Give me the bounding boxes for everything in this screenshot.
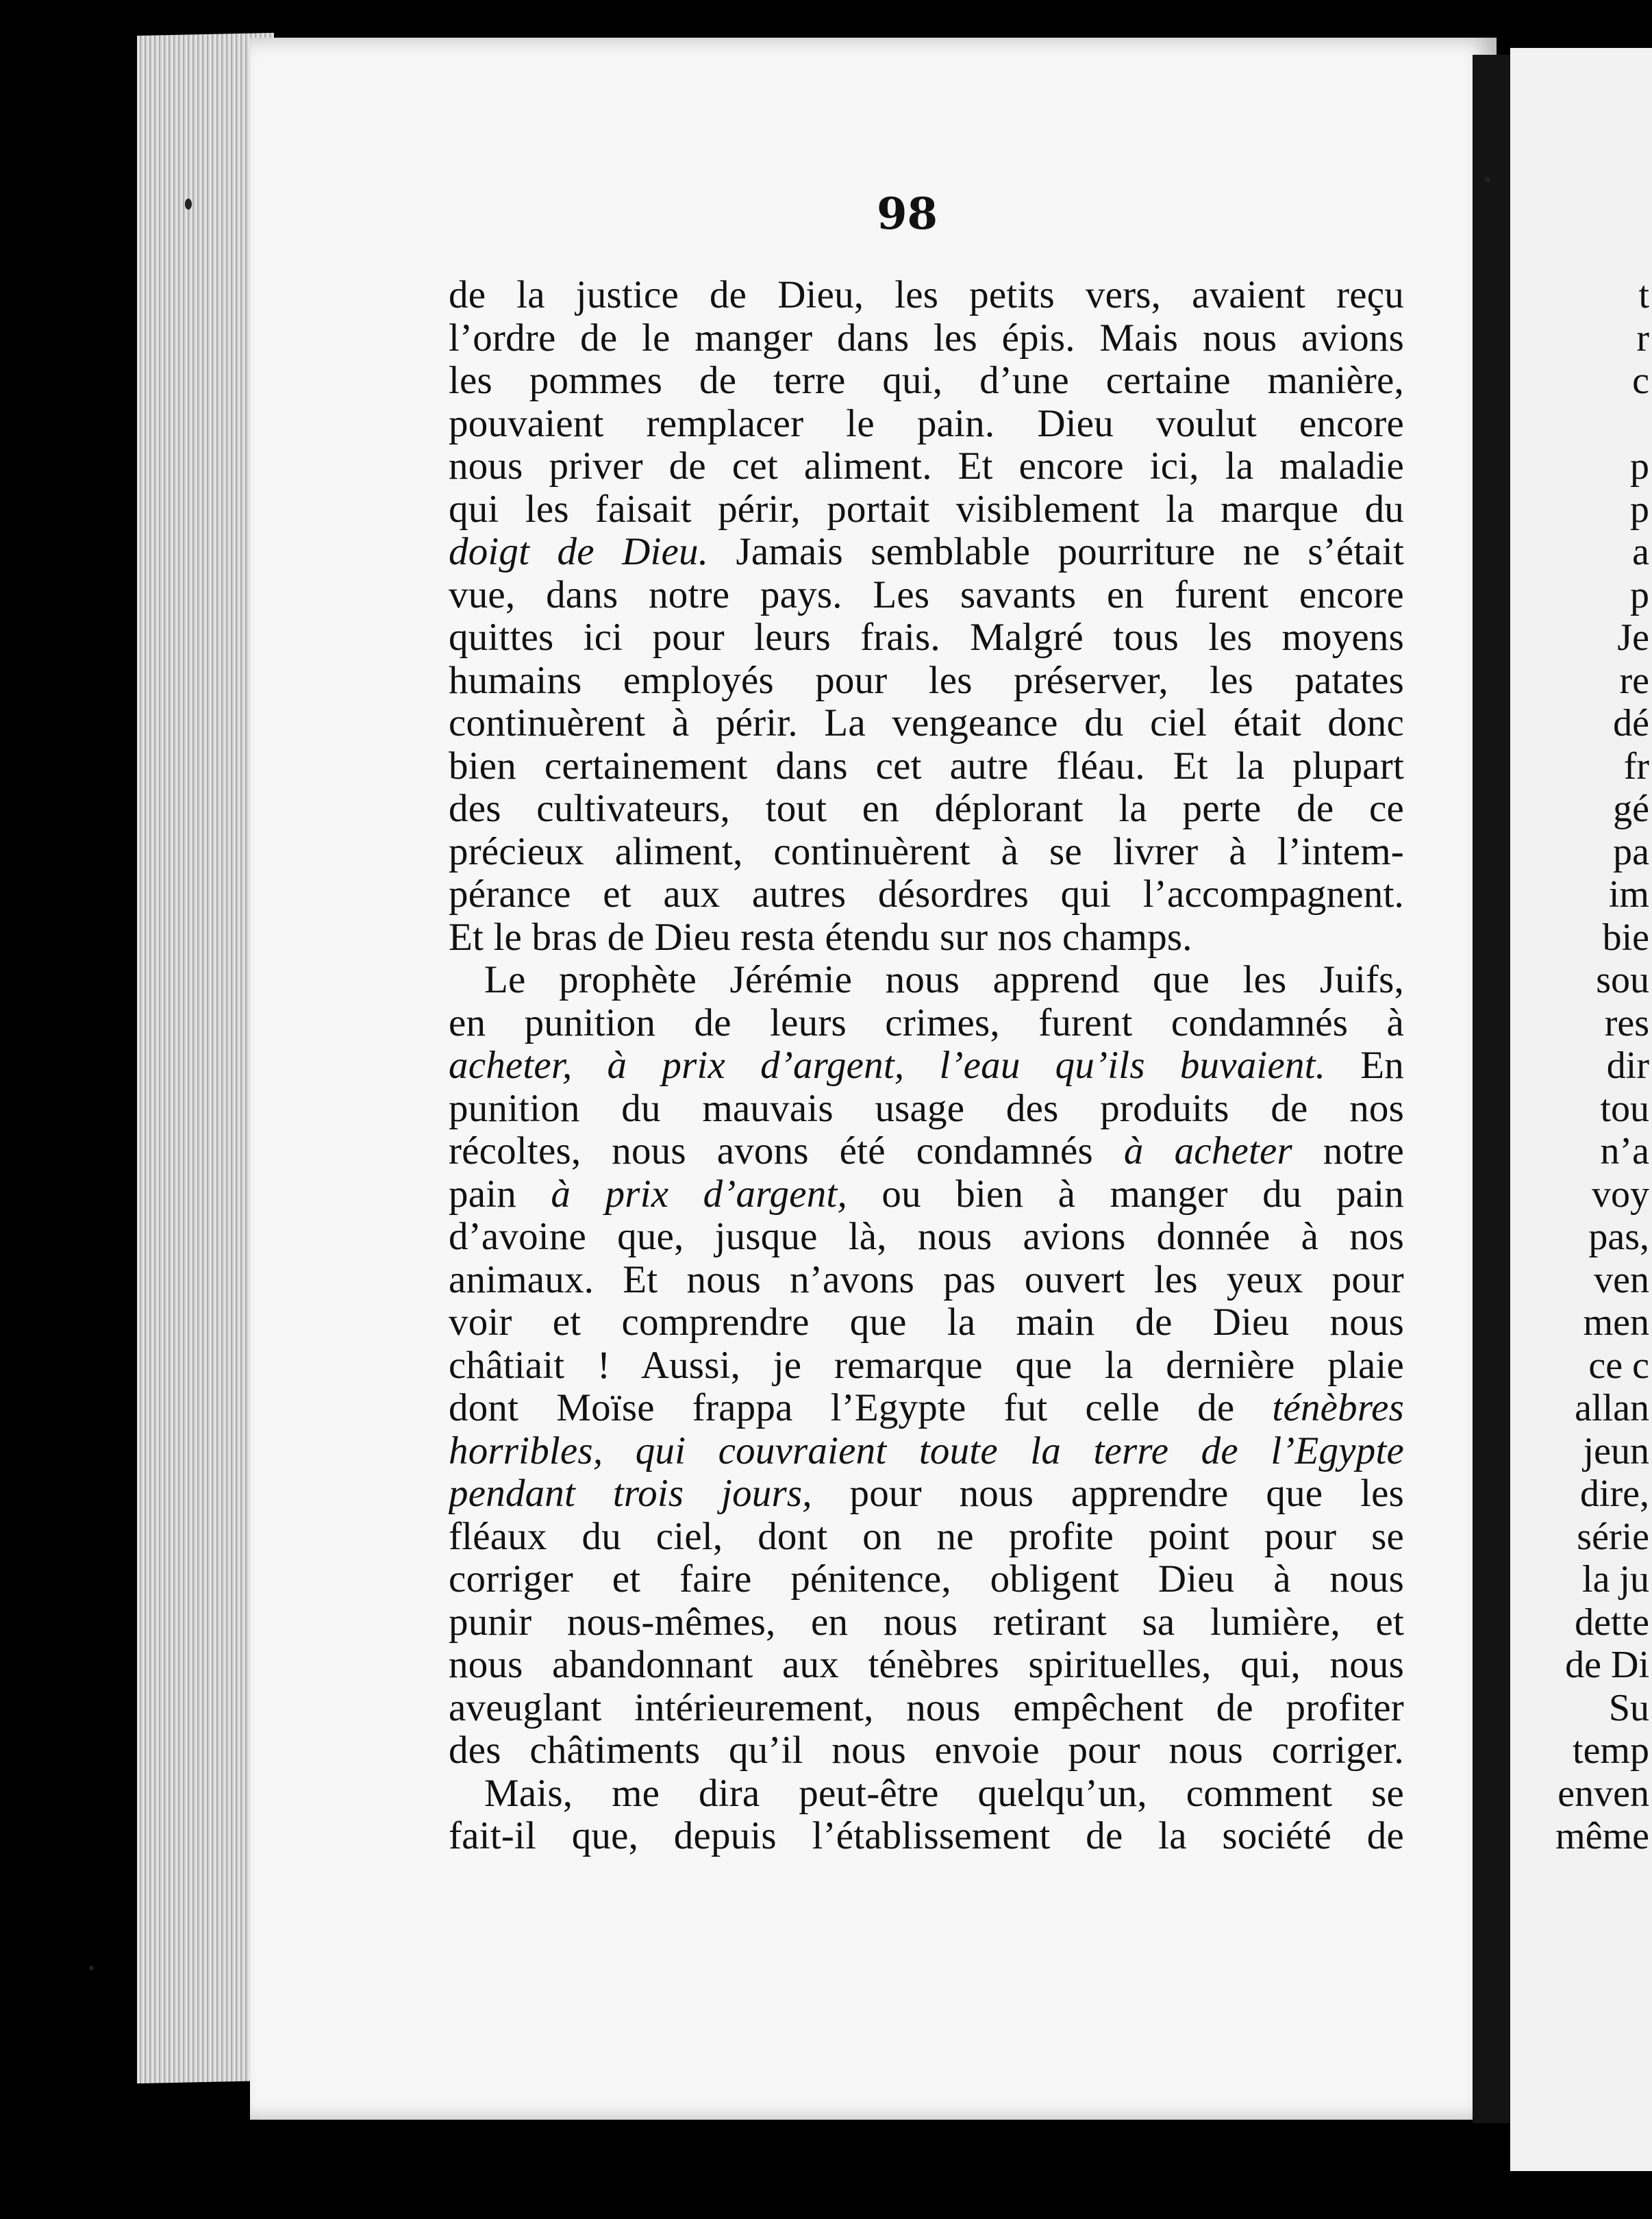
text-segment: les pommes de terre qui, d’une certaine manière, (449, 360, 1404, 402)
text-line (449, 1516, 1404, 1559)
text-segment: en punition de leurs crimes, furent condamnés à (449, 1001, 1404, 1044)
facing-page-fragment: de Di (1565, 1644, 1649, 1686)
text-segment: des châtiments qu’il nous envoie pour nous corriger. (449, 1729, 1404, 1772)
text-line (449, 873, 1404, 916)
facing-page-fragment: ce c (1588, 1344, 1649, 1387)
facing-page-fragment: dé (1613, 702, 1649, 744)
text-line (449, 1130, 1404, 1173)
text-line (449, 959, 1404, 1002)
facing-page-fragment: série (1577, 1515, 1649, 1558)
text-segment: pouvaient remplacer le pain. Dieu voulut encore (449, 402, 1404, 445)
text-segment: nous priver de cet aliment. Et encore ici, la maladie (449, 445, 1404, 488)
facing-page-fragment: fr (1623, 744, 1649, 788)
text-segment: ou bien à manger du pain (847, 1173, 1404, 1216)
text-line (449, 1430, 1404, 1473)
text-segment: punition du mauvais usage des produits de nos (449, 1087, 1404, 1130)
facing-page-fragment: pa (1613, 830, 1649, 873)
text-line (449, 916, 1404, 960)
text-segment: nous abandonnant aux ténèbres spirituelles, qui, nous (449, 1644, 1404, 1686)
facing-page-fragment: gé (1613, 788, 1649, 830)
facing-page-fragment: la ju (1582, 1558, 1649, 1601)
italic-text: doigt de Dieu. (449, 531, 709, 573)
text-line (449, 1301, 1404, 1344)
text-line (449, 1088, 1404, 1131)
text-line (449, 788, 1404, 831)
facing-page-fragment: tou (1600, 1087, 1649, 1130)
text-line (449, 360, 1404, 403)
text-line (449, 1729, 1404, 1772)
text-line (449, 531, 1404, 574)
text-segment: voir et comprendre que la main de Dieu nous (449, 1301, 1404, 1344)
text-segment: qui les faisait périr, portait visiblement la marque du (449, 488, 1404, 531)
facing-page-fragment: temp (1573, 1729, 1649, 1772)
facing-page-fragment: Su (1608, 1686, 1649, 1729)
facing-page-fragment: pas, (1588, 1216, 1649, 1258)
text-line (449, 488, 1404, 531)
facing-page-fragment: voy (1592, 1173, 1649, 1216)
facing-page-fragment: jeun (1583, 1429, 1649, 1472)
text-segment: humains employés pour les préserver, les patates (449, 659, 1404, 702)
text-line (449, 1644, 1404, 1687)
facing-page-fragment: p (1630, 573, 1649, 616)
text-segment: de la justice de Dieu, les petits vers, avaient reçu (449, 274, 1404, 316)
text-line (449, 317, 1404, 360)
facing-page-fragment: même (1555, 1815, 1649, 1857)
italic-text: ténèbres (1272, 1387, 1404, 1429)
text-segment: Le prophète Jérémie nous apprend que les Juifs, (484, 959, 1404, 1001)
text-segment: récoltes, nous avons été condamnés (449, 1130, 1124, 1173)
scan-speck (89, 1966, 94, 1970)
facing-page-fragment: Je (1617, 616, 1649, 659)
text-segment: châtiait ! Aussi, je remarque que la dernière plaie (449, 1344, 1404, 1387)
text-segment: des cultivateurs, tout en déplorant la perte de ce (449, 788, 1404, 830)
facing-page-fragment: re (1619, 659, 1649, 702)
text-segment: Mais, me dira peut-être quelqu’un, comment se (484, 1772, 1404, 1815)
text-line (449, 1344, 1404, 1388)
text-line (449, 574, 1404, 617)
facing-page-fragment: im (1608, 873, 1649, 916)
text-line (449, 1815, 1404, 1858)
text-segment: bien certainement dans cet autre fléau. Et la plupart (449, 744, 1404, 788)
text-line (449, 445, 1404, 488)
page-number: 98 (877, 188, 938, 240)
text-line (449, 1259, 1404, 1302)
scan-speck (185, 199, 192, 210)
facing-page-fragment: n’a (1600, 1130, 1649, 1173)
facing-page-fragment: c (1632, 360, 1649, 402)
facing-page-fragment: allan (1575, 1387, 1649, 1429)
text-line (449, 1216, 1404, 1259)
text-line (449, 403, 1404, 446)
text-line (449, 1472, 1404, 1516)
text-segment: En (1325, 1044, 1404, 1087)
facing-page-fragment: p (1630, 445, 1649, 488)
facing-page-fragment: dette (1575, 1601, 1649, 1644)
text-segment: l’ordre de le manger dans les épis. Mais nous avions (449, 316, 1404, 360)
facing-page-fragment: p (1630, 488, 1649, 531)
facing-page-fragment: sou (1596, 959, 1649, 1001)
text-line (449, 1687, 1404, 1730)
text-segment: vue, dans notre pays. Les savants en furent encore (449, 573, 1404, 616)
text-line (449, 1558, 1404, 1601)
text-line (449, 702, 1404, 745)
text-segment: notre (1292, 1130, 1404, 1173)
text-line (449, 660, 1404, 703)
text-segment: pain (449, 1173, 551, 1216)
facing-page-fragment: bie (1602, 916, 1649, 959)
facing-page-fragment: dire, (1579, 1472, 1649, 1515)
scan-speck (1485, 177, 1490, 182)
text-line (449, 831, 1404, 874)
text-segment: Jamais semblable pourriture ne s’était (708, 531, 1404, 573)
text-segment: dont Moïse frappa l’Egypte fut celle de (449, 1387, 1273, 1429)
facing-page-fragment: enven (1557, 1772, 1649, 1815)
text-segment: aveuglant intérieurement, nous empêchent de profiter (449, 1686, 1404, 1729)
text-segment: pour nous apprendre que les (812, 1472, 1404, 1515)
text-line (449, 1601, 1404, 1644)
text-line (449, 1387, 1404, 1430)
text-segment: fait-il que, depuis l’établissement de la société de (449, 1815, 1404, 1857)
text-line (449, 745, 1404, 788)
text-segment: pérance et aux autres désordres qui l’accompagnent. (449, 873, 1404, 916)
facing-page-fragment: a (1632, 531, 1649, 573)
italic-text: acheter, à prix d’argent, l’eau qu’ils buvaient. (449, 1044, 1326, 1087)
text-segment: punir nous-mêmes, en nous retirant sa lumière, et (449, 1601, 1404, 1644)
text-line (449, 1772, 1404, 1816)
text-segment: précieux aliment, continuèrent à se livrer à l’intem- (449, 830, 1404, 873)
facing-page-text (1519, 274, 1649, 1858)
text-line (449, 616, 1404, 660)
facing-page-fragment (1519, 403, 1649, 446)
text-segment: fléaux du ciel, dont on ne profite point pour se (449, 1515, 1404, 1558)
text-line (449, 274, 1404, 317)
italic-text: horribles, qui couvraient toute la terre de l’Egypte (449, 1429, 1404, 1472)
text-line (449, 1044, 1404, 1088)
text-segment: continuèrent à périr. La vengeance du ciel était donc (449, 702, 1404, 744)
italic-text: à prix d’argent, (551, 1173, 847, 1216)
facing-page-fragment: t (1638, 274, 1649, 316)
text-line (449, 1173, 1404, 1216)
text-segment: animaux. Et nous n’avons pas ouvert les yeux pour (449, 1258, 1404, 1301)
italic-text: à acheter (1123, 1130, 1292, 1173)
text-line (449, 1002, 1404, 1045)
facing-page-fragment: men (1583, 1301, 1649, 1344)
facing-page-fragment: res (1604, 1001, 1649, 1044)
facing-page-fragment: dir (1606, 1044, 1649, 1087)
facing-page-fragment: ven (1594, 1258, 1649, 1301)
facing-page-fragment: r (1636, 316, 1649, 360)
text-segment: corriger et faire pénitence, obligent Dieu à nous (449, 1558, 1404, 1601)
text-segment: d’avoine que, jusque là, nous avions donnée à nos (449, 1216, 1404, 1258)
italic-text: pendant trois jours, (449, 1472, 812, 1515)
text-segment: Et le bras de Dieu resta étendu sur nos champs. (449, 916, 1192, 959)
text-segment: quittes ici pour leurs frais. Malgré tous les moyens (449, 616, 1404, 659)
page-body-text (449, 274, 1404, 1858)
